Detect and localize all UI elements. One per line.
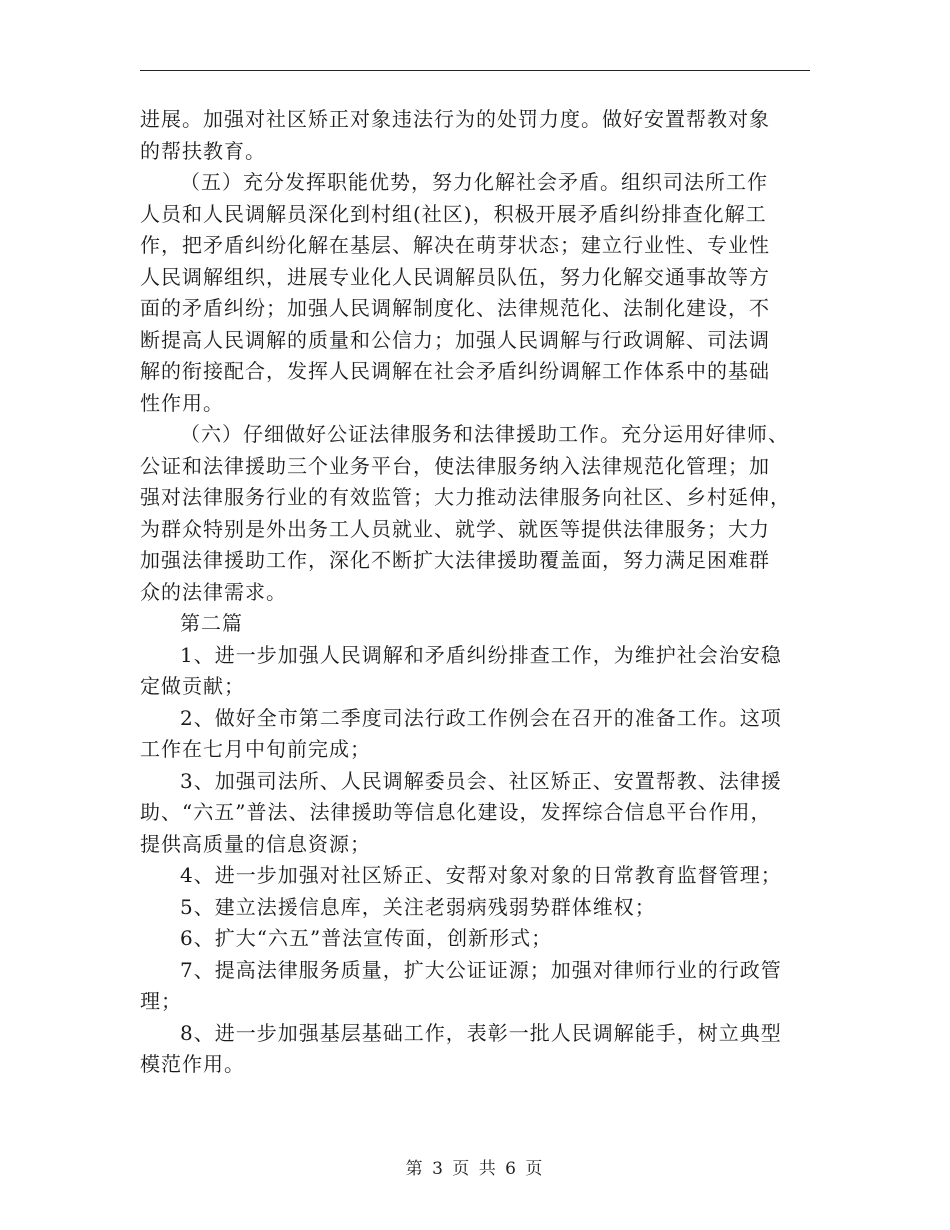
text-line: 人民调解组织，进展专业化人民调解员队伍，努力化解交通事故等方 [140, 264, 770, 289]
text-line: 解的衔接配合，发挥人民调解在社会矛盾纠纷调解工作体系中的基础 [140, 359, 770, 383]
page-footer: 第 3 页 共 6 页 [405, 1159, 545, 1179]
text-line: 工作在七月中旬前完成； [140, 737, 371, 761]
text-line: 7、提高法律服务质量，扩大公证证源；加强对律师行业的行政管 [180, 957, 782, 982]
paragraph [140, 640, 810, 703]
text-line: 1、进一步加强人民调解和矛盾纠纷排查工作，为维护社会治安稳 [180, 642, 782, 667]
paragraph [140, 1018, 810, 1081]
text-line: 4、进一步加强对社区矫正、安帮对象对象的日常教育监督管理； [180, 863, 782, 887]
text-line: 3、加强司法所、人民调解委员会、社区矫正、安置帮教、法律援 [180, 768, 782, 793]
text-line: 断提高人民调解的质量和公信力；加强人民调解与行政调解、司法调 [140, 327, 770, 352]
paragraph [140, 923, 810, 955]
text-line: （六）仔细做好公证法律服务和法律援助工作。充分运用好律师、 [180, 422, 789, 446]
text-line: 的帮扶教育。 [140, 138, 266, 163]
text-line: 进展。加强对社区矫正对象违法行为的处罚力度。做好安置帮教对象 [140, 107, 770, 131]
text-line: 第二篇 [180, 611, 243, 635]
text-line: 模范作用。 [140, 1052, 245, 1076]
text-line: 性作用。 [140, 390, 224, 415]
text-line: 公证和法律援助三个业务平台，使法律服务纳入法律规范化管理；加 [140, 453, 770, 478]
text-line: 助、“六五”普法、法律援助等信息化建设，发挥综合信息平台作用， [140, 800, 772, 824]
text-line: 人员和人民调解员深化到村组(社区)，积极开展矛盾纠纷排查化解工 [140, 201, 767, 226]
text-line: 理； [140, 989, 182, 1013]
text-line: （五）充分发挥职能优势，努力化解社会矛盾。组织司法所工作 [180, 170, 768, 194]
text-line: 5、建立法援信息库，关注老弱病残弱势群体维权； [180, 894, 656, 919]
header-rule [140, 70, 810, 71]
text-line: 8、进一步加强基层基础工作，表彰一批人民调解能手，树立典型 [180, 1020, 782, 1045]
text-line: 加强法律援助工作，深化不断扩大法律援助覆盖面，努力满足困难群 [140, 548, 770, 572]
text-line: 为群众特别是外出务工人员就业、就学、就医等提供法律服务；大力 [140, 516, 770, 541]
paragraph [140, 892, 810, 924]
document-body [140, 104, 810, 1081]
text-line: 定做贡献； [140, 674, 245, 698]
paragraph [140, 104, 810, 167]
paragraph [140, 608, 810, 640]
text-line: 作，把矛盾纠纷化解在基层、解决在萌芽状态；建立行业性、专业性 [140, 233, 770, 257]
paragraph [140, 703, 810, 766]
paragraph [140, 766, 810, 861]
text-line: 众的法律需求。 [140, 579, 287, 604]
paragraph [140, 860, 810, 892]
text-line: 强对法律服务行业的有效监管；大力推动法律服务向社区、乡村延伸， [140, 485, 791, 509]
text-line: 6、扩大“六五”普法宣传面，创新形式； [180, 926, 553, 950]
paragraph [140, 167, 810, 419]
paragraph [140, 419, 810, 608]
paragraph [140, 955, 810, 1018]
text-line: 面的矛盾纠纷；加强人民调解制度化、法律规范化、法制化建设，不 [140, 296, 770, 320]
text-line: 提供高质量的信息资源； [140, 831, 371, 856]
text-line: 2、做好全市第二季度司法行政工作例会在召开的准备工作。这项 [180, 705, 782, 730]
